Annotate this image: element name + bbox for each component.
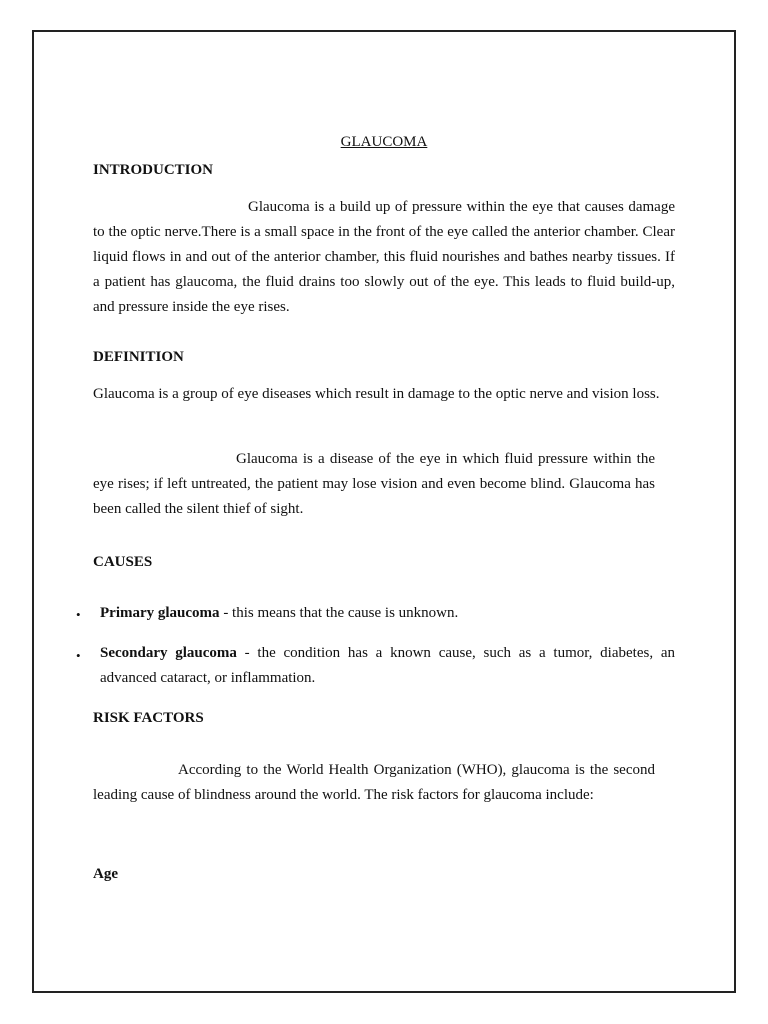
risk-factors-heading: RISK FACTORS	[93, 710, 204, 726]
introduction-paragraph: Glaucoma is a build up of pressure within the eye that causes damage to the optic nerve.There is a small space in the front of the eye called the anterior chamber. Clear liquid flows in and out of the anterior chamber, this fluid nourishes and bathes nearby tissues. If a patient has glaucoma, the fluid drains too slowly out of the eye. This leads to fluid build-up, and pressure inside the eye rises.	[93, 199, 675, 315]
definition-paragraph-1: Glaucoma is a group of eye diseases which result in damage to the optic nerve and vision loss.	[93, 386, 660, 402]
list-item	[100, 641, 675, 691]
introduction-heading: INTRODUCTION	[93, 162, 214, 178]
cause-term: Primary glaucoma	[100, 605, 220, 621]
risk-factors-paragraph: According to the World Health Organization (WHO), glaucoma is the second leading cause of blindness around the world. The risk factors for glaucoma include:	[93, 762, 655, 803]
cause-description: - this means that the cause is unknown.	[219, 605, 459, 621]
definition-heading: DEFINITION	[93, 349, 184, 365]
causes-heading: CAUSES	[93, 554, 153, 570]
bullet-icon: •	[76, 648, 81, 663]
list-item	[100, 601, 675, 626]
age-subheading: Age	[93, 866, 118, 882]
cause-term: Secondary glaucoma	[100, 645, 237, 661]
bullet-icon: •	[76, 607, 81, 622]
document-title: GLAUCOMA	[340, 134, 428, 151]
cause-description: - the condition has a known cause, such as a tumor, diabetes, an advanced cataract, or inflammation.	[100, 645, 675, 686]
definition-paragraph-2: Glaucoma is a disease of the eye in which fluid pressure within the eye rises; if left untreated, the patient may lose vision and even become blind. Glaucoma has been called the silent thief of sight.	[93, 451, 655, 517]
